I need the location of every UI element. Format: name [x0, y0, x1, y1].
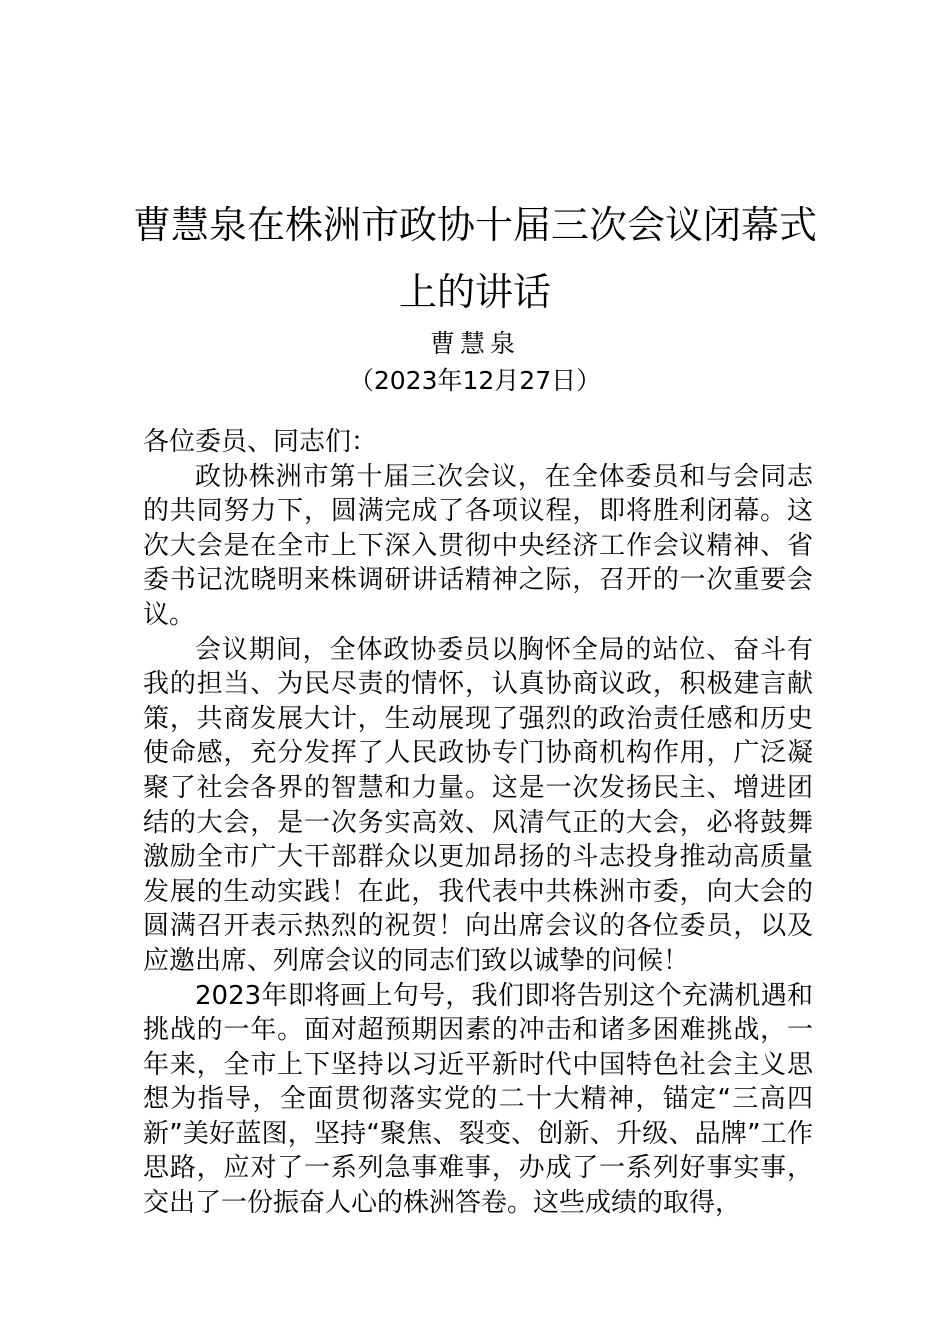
document-body	[143, 425, 813, 1221]
paragraph-3: 2023年即将画上句号，我们即将告别这个充满机遇和挑战的一年。面对超预期因素的冲击和诸多困难挑战，一年来，全市上下坚持以习近平新时代中国特色社会主义思想为指导，全面贯彻落实党的二十大精神，锚定“三高四新”美好蓝图，坚持“聚焦、裂变、创新、升级、品牌”工作思路，应对了一系列急事难事，办成了一系列好事实事，交出了一份振奋人心的株洲答卷。这些成绩的取得，	[143, 980, 813, 1219]
document-date: （2023年12月27日）	[348, 366, 602, 395]
salutation: 各位委员、同志们：	[143, 427, 378, 457]
paragraph-1: 政协株洲市第十届三次会议，在全体委员和与会同志的共同努力下，圆满完成了各项议程，即将胜利闭幕。这次大会是在全市上下深入贯彻中央经济工作会议精神、省委书记沈晓明来株调研讲话精神之际，召开的一次重要会议。	[143, 461, 813, 630]
document-title-line-2: 上的讲话	[398, 270, 551, 314]
paragraph-2: 会议期间，全体政协委员以胸怀全局的站位、奋斗有我的担当、为民尽责的情怀，认真协商议政，积极建言献策，共商发展大计，生动展现了强烈的政治责任感和历史使命感，充分发挥了人民政协专门协商机构作用，广泛凝聚了社会各界的智慧和力量。这是一次发扬民主、增进团结的大会，是一次务实高效、风清气正的大会，必将鼓舞激励全市广大干部群众以更加昂扬的斗志投身推动高质量发展的生动实践！在此，我代表中共株洲市委，向大会的圆满召开表示热烈的祝贺！向出席会议的各位委员，以及应邀出席、列席会议的同志们致以诚挚的问候！	[143, 634, 813, 976]
document-title-line-1: 曹慧泉在株洲市政协十届三次会议闭幕式	[132, 203, 817, 247]
document-author: 曹慧泉	[429, 329, 520, 358]
